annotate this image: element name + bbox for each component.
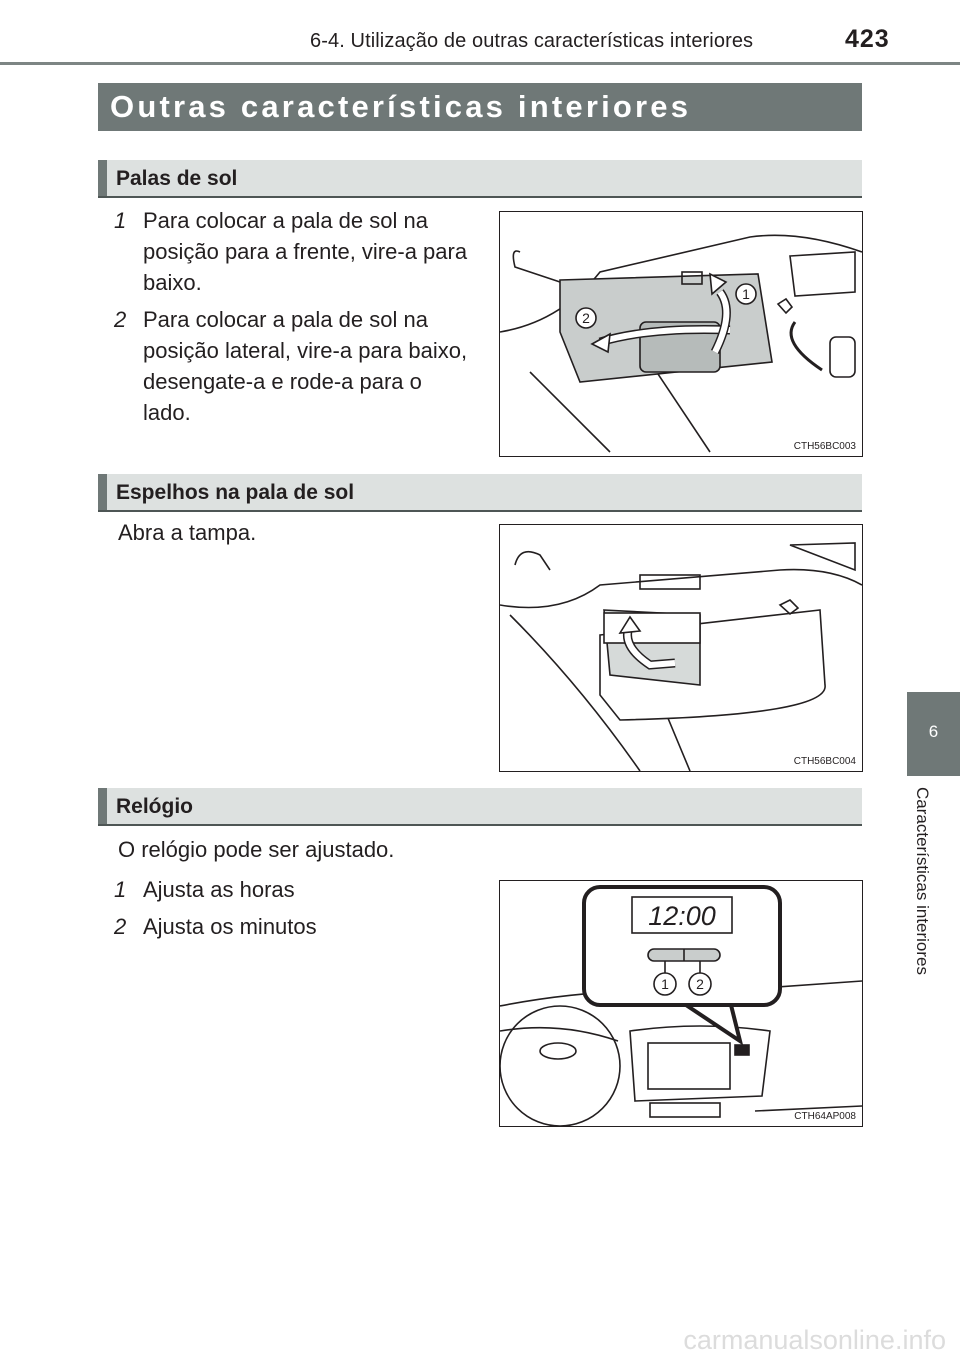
callout-1: 1 [661,976,669,992]
watermark: carmanualsonline.info [683,1325,946,1355]
chapter-tab-label: Características interiores [913,787,932,976]
section-title: Relógio [116,795,193,818]
vanity-mirror-illustration [499,524,863,772]
figure-code: CTH56BC004 [793,756,856,767]
clock-illustration [499,880,863,1127]
item-text: Para colocar a pala de sol na posição lateral, vire-a para baixo, desengate-a e rode-a para o lado. [143,307,468,425]
item-number: 2 [114,914,127,939]
header-rule [0,62,960,65]
chapter-tab[interactable] [907,692,960,776]
section-title: Espelhos na pala de sol [116,481,355,504]
clock-display: 12:00 [648,901,716,931]
item-number: 1 [114,208,127,233]
callout-1: 1 [742,286,750,302]
main-title-banner [98,83,862,131]
callout-2: 2 [582,310,590,326]
chapter-tab-number: 6 [928,722,939,741]
body-text: O relógio pode ser ajustado. [118,837,395,862]
page-number: 423 [845,25,890,53]
section-title: Palas de sol [116,167,238,190]
item-text: Para colocar a pala de sol na posição para a frente, vire-a para baixo. [143,208,468,295]
main-title: Outras características interiores [110,89,692,124]
chapter-title: 6-4. Utilização de outras características interiores [310,30,754,52]
item-text: Ajusta os minutos [143,914,317,939]
section-header-sun-visors [98,160,862,198]
callout-2: 2 [696,976,704,992]
chapter-tab-label-container [912,787,942,1017]
sun-visor-illustration [499,211,863,457]
section-header-vanity-mirrors [98,474,862,512]
section-header-clock [98,788,862,826]
body-text: Abra a tampa. [118,520,257,545]
figure-code: CTH64AP008 [794,1111,856,1122]
item-number: 1 [114,877,127,902]
item-text: Ajusta as horas [143,877,295,902]
item-number: 2 [114,307,127,332]
figure-code: CTH56BC003 [793,441,856,452]
